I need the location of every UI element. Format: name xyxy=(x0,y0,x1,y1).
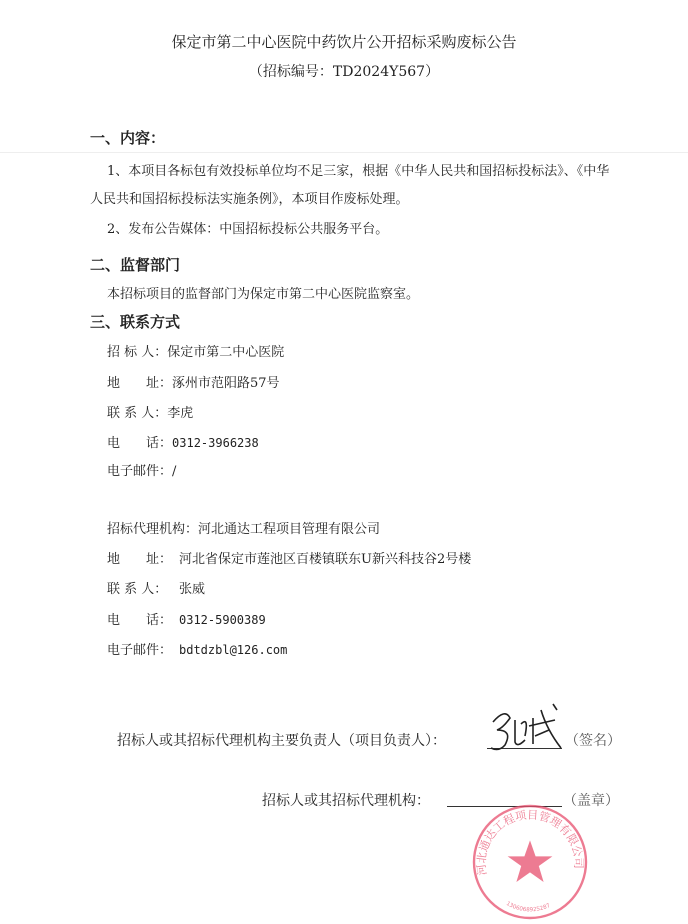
field-value: 张威 xyxy=(179,582,206,597)
document-title: 保定市第二中心医院中药饮片公开招标采购废标公告 xyxy=(171,33,517,51)
seal-text: 河北通达工程项目管理有限公司 xyxy=(474,808,585,877)
field-value: 李虎 xyxy=(167,406,194,421)
signature-label: 招标人或其招标代理机构主要负责人（项目负责人）： xyxy=(117,733,446,749)
field-value: 河北省保定市莲池区百楼镇联东U新兴科技谷2号楼 xyxy=(179,552,472,567)
section-content-heading: 一、内容： xyxy=(90,129,166,147)
field-label: 电子邮件： xyxy=(107,643,173,658)
divider xyxy=(0,152,688,153)
agency-row xyxy=(107,522,380,538)
content-paragraph-1-cont: 人民共和国招标投标法实施条例》，本项目作废标处理。 xyxy=(90,192,409,207)
signature-suffix: （签名） xyxy=(565,733,621,749)
tenderer-row xyxy=(107,406,193,422)
tenderer-row xyxy=(107,376,280,392)
field-label: 地 址： xyxy=(107,552,173,567)
agency-row xyxy=(107,642,287,659)
field-label: 招 标 人： xyxy=(107,345,168,360)
tender-number: （招标编号：TD2024Y567） xyxy=(248,64,440,80)
section-contact-heading: 三、联系方式 xyxy=(90,313,181,331)
agency-row xyxy=(107,552,471,568)
field-value: 涿州市范阳路57号 xyxy=(172,376,280,391)
star-icon xyxy=(508,840,553,882)
content-paragraph-1: 1、本项目各标包有效投标单位均不足三家，根据《中华人民共和国招标投标法》、《中华 xyxy=(107,164,610,179)
handwritten-signature xyxy=(485,700,570,760)
supervision-text: 本招标项目的监督部门为保定市第二中心医院监察室。 xyxy=(107,287,420,302)
field-label: 招标代理机构： xyxy=(107,522,199,537)
seal-suffix: （盖章） xyxy=(563,793,619,809)
tenderer-row xyxy=(107,435,259,452)
field-label: 电 话： xyxy=(107,436,173,451)
field-value: bdtdzbl@126.com xyxy=(179,643,288,657)
field-value: 河北通达工程项目管理有限公司 xyxy=(198,522,381,537)
field-label: 地 址： xyxy=(107,376,173,391)
field-label: 联 系 人： xyxy=(107,582,168,597)
field-label: 电 话： xyxy=(107,613,173,628)
field-value: 0312-5900389 xyxy=(179,613,266,627)
content-paragraph-2: 2、发布公告媒体：中国招标投标公共服务平台。 xyxy=(107,222,389,237)
company-seal xyxy=(470,802,590,922)
seal-number: 1306068925287 xyxy=(504,900,552,914)
tenderer-row xyxy=(107,345,284,361)
field-value: 0312-3966238 xyxy=(172,436,259,450)
agency-row xyxy=(107,612,266,629)
agency-row xyxy=(107,582,205,598)
field-label: 联 系 人： xyxy=(107,406,168,421)
seal-label: 招标人或其招标代理机构： xyxy=(262,793,430,809)
field-value: / xyxy=(172,464,177,479)
field-label: 电子邮件： xyxy=(107,464,173,479)
tenderer-row xyxy=(107,464,176,480)
section-supervision-heading: 二、监督部门 xyxy=(90,256,181,274)
field-value: 保定市第二中心医院 xyxy=(167,345,285,360)
